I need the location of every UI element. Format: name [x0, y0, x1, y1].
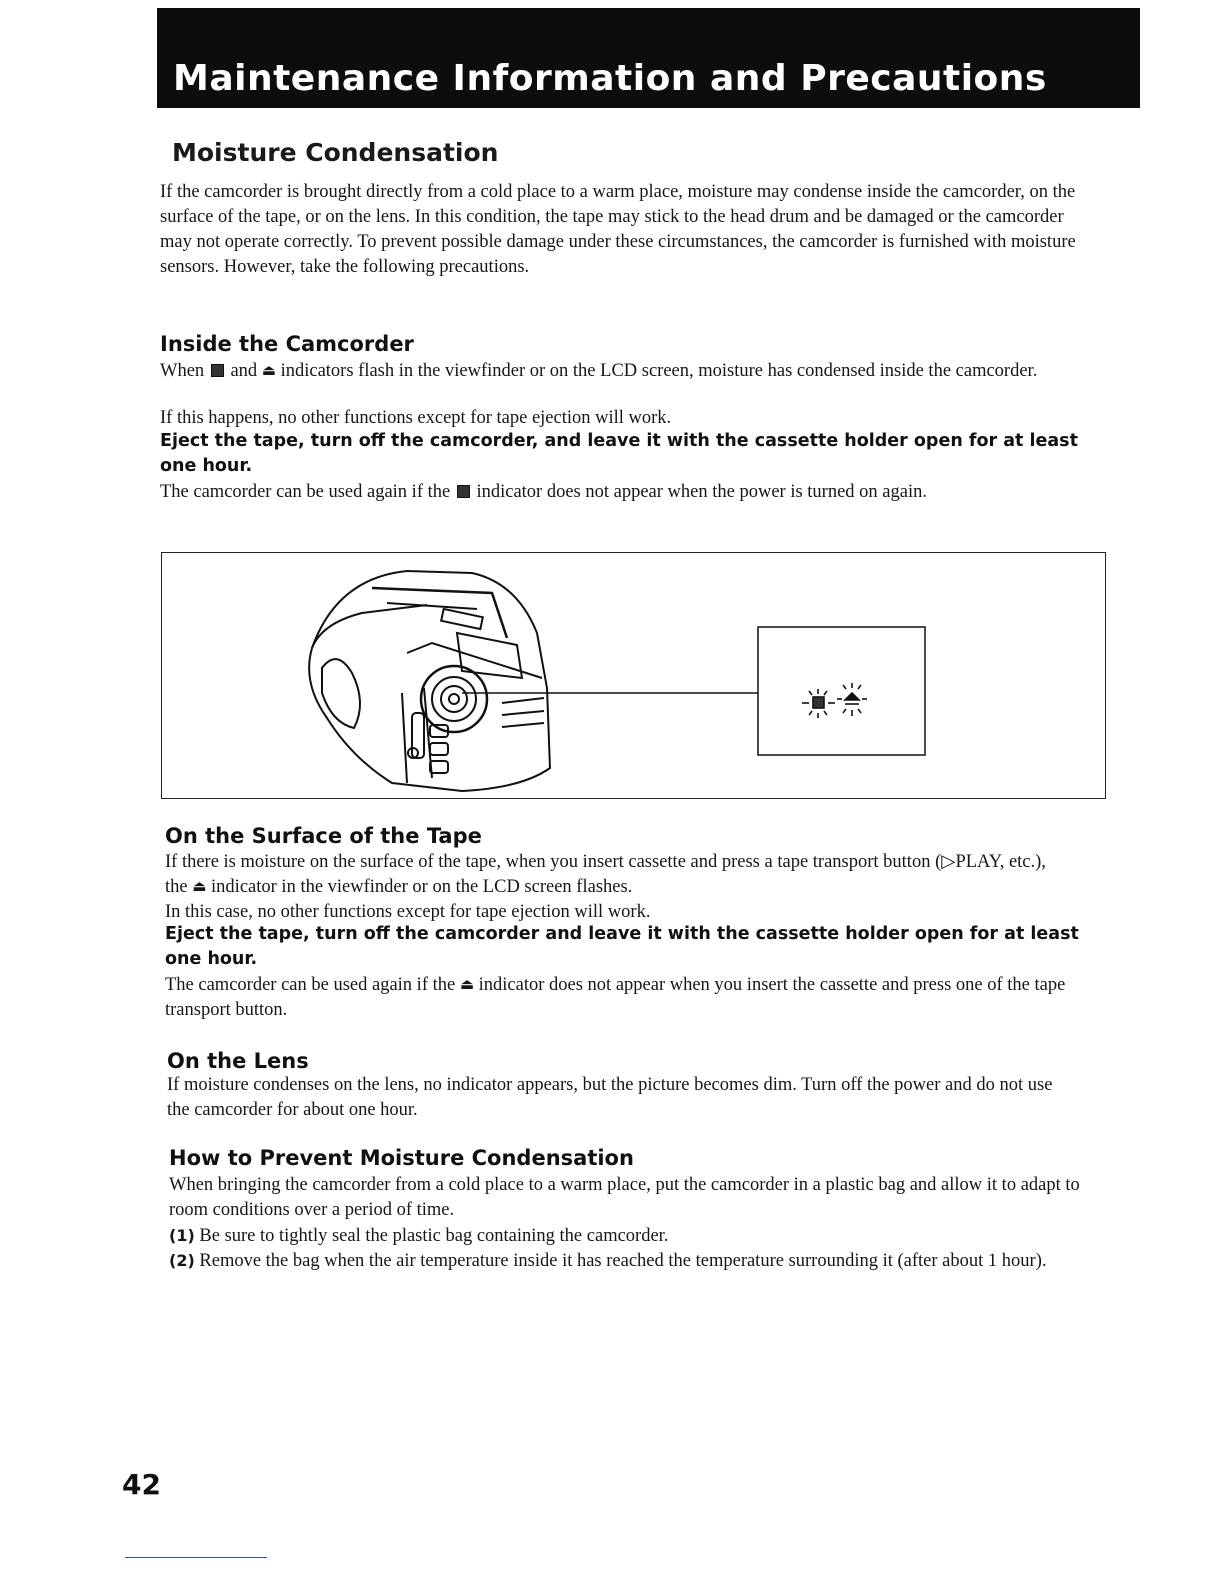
footer-rule [125, 1557, 267, 1558]
moisture-indicator-icon [457, 485, 470, 498]
page-title: Maintenance Information and Precautions [173, 58, 1047, 99]
prevent-paragraph: When bringing the camcorder from a cold place to a warm place, put the camcorder in a plastic bag and allow it to adapt to room conditions over a period of time. [169, 1175, 1080, 1220]
inside-paragraph-2: If this happens, no other functions except for tape ejection will work. [160, 408, 672, 428]
page-number: 42 [122, 1468, 161, 1501]
prevent-heading: How to Prevent Moisture Condensation [169, 1146, 634, 1170]
lens-heading: On the Lens [167, 1049, 309, 1073]
tape-warning: Eject the tape, turn off the camcorder and leave it with the cassette holder open for at least one hour. [165, 924, 1079, 969]
moisture-indicator-icon [211, 364, 224, 377]
camcorder-illustration [162, 553, 1107, 800]
inside-warning: Eject the tape, turn off the camcorder, and leave it with the cassette holder open for at least one hour. [160, 431, 1078, 476]
page-title-banner [157, 8, 1140, 108]
inside-paragraph-3: The camcorder can be used again if the indicator does not appear when the power is turned on again. [160, 482, 927, 502]
eject-indicator-icon: ⏏ [459, 977, 475, 993]
play-triangle-icon: ▷ [941, 852, 956, 872]
eject-indicator-icon: ⏏ [192, 879, 207, 895]
intro-paragraph: If the camcorder is brought directly from a cold place to a warm place, moisture may condense inside the camcorder, on the surface of the tape, or on the lens. In this condition, the tape may stick to the head drum and be damaged or the camcorder may not operate correctly. To prevent possible damage under these circumstances, the camcorder is furnished with moisture sensors. However, take the following precautions. [160, 182, 1076, 277]
inside-paragraph-1: When and ⏏ indicators flash in the viewfinder or on the LCD screen, moisture has condensed inside the camcorder. [160, 361, 1038, 381]
camcorder-illustration-frame [161, 552, 1106, 799]
eject-indicator-icon: ⏏ [261, 363, 276, 379]
tape-paragraph-2: In this case, no other functions except for tape ejection will work. [165, 902, 651, 922]
lens-paragraph: If moisture condenses on the lens, no indicator appears, but the picture becomes dim. Turn off the power and do not use the camcorder for about one hour. [167, 1075, 1053, 1120]
tape-paragraph-3: The camcorder can be used again if the ⏏ indicator does not appear when you insert the cassette and press one of the tape transport button. [165, 975, 1066, 1020]
list-item: (1) Be sure to tightly seal the plastic bag containing the camcorder. [169, 1226, 669, 1246]
list-item: (2) Remove the bag when the air temperature inside it has reached the temperature surrounding it (after about 1 hour). [169, 1251, 1047, 1271]
tape-surface-heading: On the Surface of the Tape [165, 824, 482, 848]
section-title: Moisture Condensation [172, 138, 499, 167]
tape-paragraph-1: If there is moisture on the surface of the tape, when you insert cassette and press a tape transport button (▷PLAY, etc.), the ⏏ indicator in the viewfinder or on the LCD screen flashes. [165, 852, 1046, 897]
inside-camcorder-heading: Inside the Camcorder [160, 332, 414, 356]
